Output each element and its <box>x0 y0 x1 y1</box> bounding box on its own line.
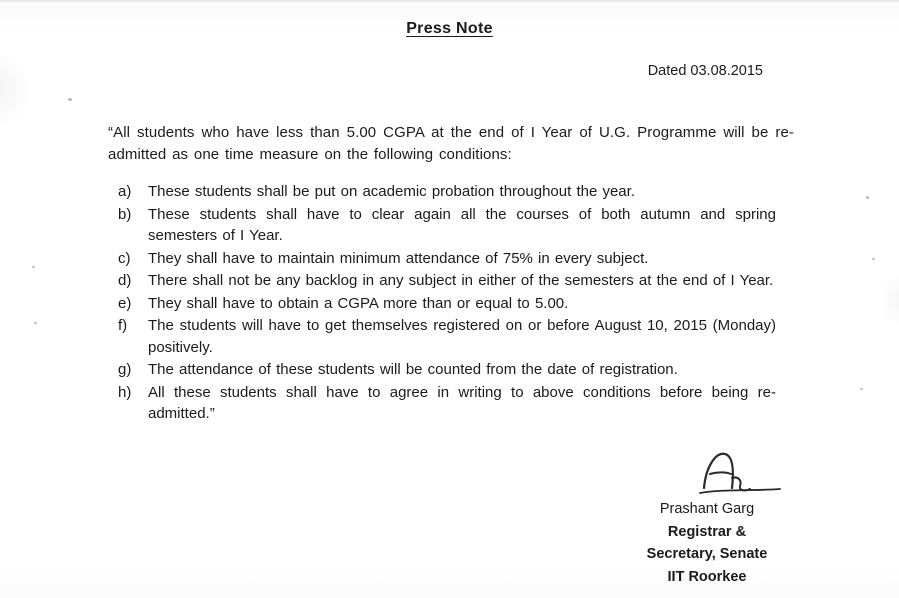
list-item-text: They shall have to maintain minimum attendance of 75% in every subject. <box>148 249 649 267</box>
list-item-label: f) <box>118 317 128 334</box>
list-item-label: e) <box>118 294 132 312</box>
list-item-text: These students shall be put on academic probation throughout the year. <box>148 183 635 200</box>
list-item-text: All these students shall have to agree in writing to above conditions before being re-admitted.” <box>148 383 776 422</box>
scan-speck <box>866 196 869 199</box>
intro-paragraph: “All students who have less than 5.00 CGPA at the end of I Year of U.G. Programme will be re-admitted as one time measure on the following conditions: <box>108 124 794 163</box>
list-item-text: They shall have to obtain a CGPA more than or equal to 5.00. <box>148 294 569 312</box>
list-item-label: d) <box>118 272 132 289</box>
list-item-text: The students will have to get themselves registered on or before August 10, 2015 (Monday) positively. <box>148 317 776 356</box>
list-item <box>108 359 794 381</box>
list-item-label: c) <box>118 249 131 267</box>
list-item <box>108 248 794 270</box>
scan-speck <box>34 322 37 324</box>
list-item-text: The attendance of these students will be counted from the date of registration. <box>148 361 678 378</box>
list-item-text: These students shall have to clear again all the courses of both autumn and spring semesters of I Year. <box>148 205 776 244</box>
document-body <box>108 122 794 426</box>
scan-speck <box>872 258 875 260</box>
scan-speck <box>860 388 863 390</box>
list-item <box>108 204 794 247</box>
list-item-text: There shall not be any backlog in any subject in either of the semesters at the end of I Year. <box>148 272 774 289</box>
list-item-label: h) <box>118 383 132 401</box>
signatory-organization: IIT Roorkee <box>667 568 747 585</box>
list-item <box>108 315 794 358</box>
signatory-title: Registrar & <box>667 523 747 540</box>
list-item <box>108 293 794 315</box>
list-item-label: g) <box>118 361 132 378</box>
list-item <box>108 382 794 425</box>
signature-block <box>618 448 796 588</box>
list-item <box>108 181 794 203</box>
list-item-label: a) <box>118 183 132 200</box>
page-title-text: Press Note <box>406 20 493 37</box>
list-item <box>108 270 794 292</box>
scan-speck <box>68 98 72 101</box>
signature-scribble <box>698 448 782 496</box>
conditions-list <box>108 181 794 425</box>
signatory-name: Prashant Garg <box>659 501 755 517</box>
signatory-title: Secretary, Senate <box>646 546 768 562</box>
list-item-label: b) <box>118 205 132 223</box>
document-date: Dated 03.08.2015 <box>647 63 763 79</box>
scan-edge-shadow <box>0 0 899 3</box>
page-title <box>0 20 899 38</box>
scan-speck <box>32 266 35 268</box>
